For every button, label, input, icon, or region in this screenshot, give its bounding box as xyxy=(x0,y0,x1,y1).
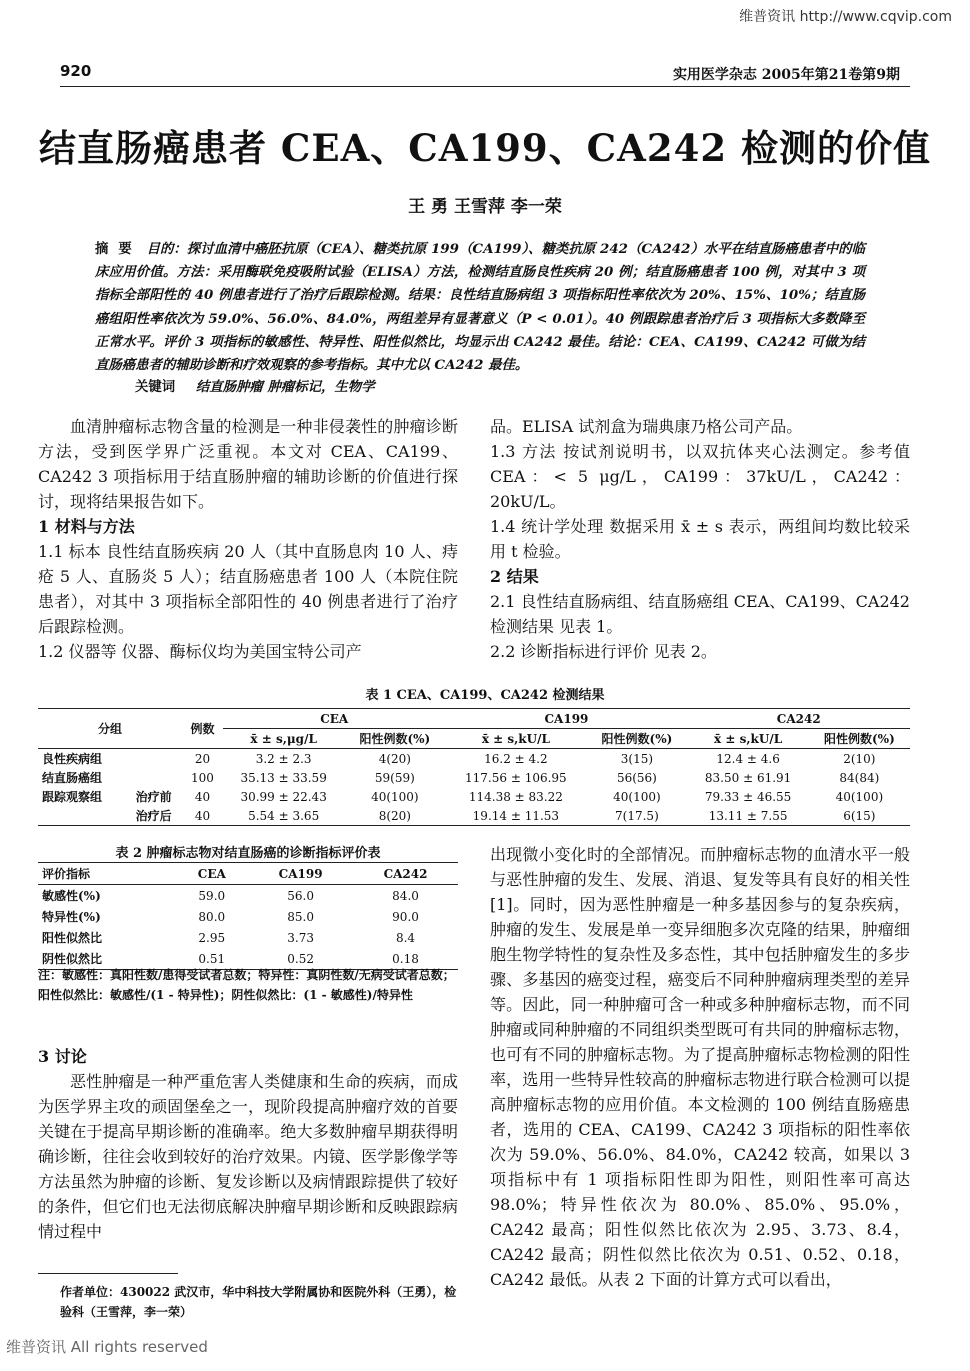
right-column-top xyxy=(490,414,910,664)
abstract-text: 目的：探讨血清中癌胚抗原（CEA）、糖类抗原 199（CA199）、糖类抗原 242（CA242）水平在结直肠癌患者中的临床应用价值。方法：采用酶联免疫吸附试验（ELISA）方法，检测结直肠良性疾病 20 例；结直肠癌患者 100 例，对其中 3 项指标全部阳性的 40 例患者进行了治疗后跟踪检测。结果：良性结直肠病组 3 项指标阳性率依次为 20%、15%、10%；结直肠癌组阳性率依次为 59.0%、56.0%、84.0%，两组差异有显著意义（P < 0.01）。40 例跟踪患者治疗后 3 项指标大多数降至正常水平。评价 3 项指标的敏感性、特异性、阳性似然比，均显示出 CA242 最佳。结论：CEA、CA199、CA242 可做为结直肠癌患者的辅助诊断和疗效观察的参考指标。其中尤以 CA242 最佳。 xyxy=(95,241,865,374)
discussion-right xyxy=(490,842,910,1292)
table-row xyxy=(38,787,910,806)
section-3-heading: 3 讨论 xyxy=(38,1047,87,1066)
t1-cell: 59(59) xyxy=(374,770,415,785)
t2-header: CA199 xyxy=(278,866,323,881)
section-1-4: 1.4 统计学处理 数据采用 x̄ ± s 表示，两组间均数比较采用 t 检验。 xyxy=(490,517,910,561)
table-row xyxy=(38,749,910,769)
t1-h-ca242: CA242 xyxy=(687,709,910,729)
abstract-label: 摘要 xyxy=(95,241,142,257)
t1-cell: 3(15) xyxy=(620,751,654,766)
section-1-3: 1.3 方法 按试剂说明书，以双抗体夹心法测定。参考值 CEA：< 5 μg/L，CA199：37kU/L，CA242：20kU/L。 xyxy=(490,442,910,511)
t1-cell xyxy=(125,749,182,769)
abstract xyxy=(95,238,865,377)
t1-h-ca242-pos: 阳性例数(%) xyxy=(823,732,895,746)
table-row xyxy=(38,885,458,907)
t2-header: CA242 xyxy=(383,866,428,881)
t1-cell: 79.33 ± 46.55 xyxy=(704,789,792,804)
table2-note: 注：敏感性：真阳性数/患得受试者总数；特异性：真阴性数/无病受试者总数；阳性似然比：敏感性/(1 - 特异性)；阴性似然比：(1 - 敏感性)/特异性 xyxy=(38,968,455,1002)
t2-cell: 59.0 xyxy=(198,888,226,903)
t1-h-cea: CEA xyxy=(223,709,445,729)
t1-cell: 5.54 ± 3.65 xyxy=(248,808,320,823)
t1-cell xyxy=(38,806,125,826)
t1-h-ca199-mean: x̄ ± s,kU/L xyxy=(481,731,550,746)
t1-cell xyxy=(125,768,182,787)
keywords xyxy=(135,376,375,395)
t1-cell: 20 xyxy=(194,751,211,766)
t1-cell: 100 xyxy=(191,770,214,785)
t1-cell: 结直肠癌组 xyxy=(42,771,103,785)
discussion-paragraph-1: 恶性肿瘤是一种严重危害人类健康和生命的疾病，而成为医学界主攻的顽固堡垒之一，现阶段提高肿瘤疗效的首要关键在于提高早期诊断的准确率。绝大多数肿瘤早期获得明确诊断，往往会收到较好的治疗效果。内镜、医学影像学等方法虽然为肿瘤的诊断、复发诊断以及病情跟踪提供了较好的条件，但它们也无法彻底解决肿瘤早期诊断和反映跟踪病情过程中 xyxy=(38,1072,458,1241)
intro-paragraph: 血清肿瘤标志物含量的检测是一种非侵袭性的肿瘤诊断方法，受到医学界广泛重视。本文对 CEA、CA199、CA242 3 项指标用于结直肠肿瘤的辅助诊断的价值进行探讨，现将结果报告如下。 xyxy=(38,417,458,511)
t2-cell: 8.4 xyxy=(395,930,416,945)
t1-cell: 40 xyxy=(194,789,211,804)
t1-cell: 6(15) xyxy=(843,808,876,823)
keywords-label: 关键词 xyxy=(135,379,176,395)
keywords-text: 结直肠肿瘤 肿瘤标记，生物学 xyxy=(195,379,375,395)
t1-cell: 40(100) xyxy=(613,789,661,804)
section-1-2: 1.2 仪器等 仪器、酶标仪均为美国宝特公司产 xyxy=(38,642,362,661)
t1-h-n: 例数 xyxy=(190,722,215,736)
t2-cell: 阴性似然比 xyxy=(42,952,103,966)
table-row xyxy=(38,768,910,787)
discussion-paragraph-2: 出现微小变化时的全部情况。而肿瘤标志物的血清水平一般与恶性肿瘤的发生、发展、消退、复发等具有良好的相关性[1]。同时，因为恶性肿瘤是一种多基因参与的复杂疾病，肿瘤的发生、发展是单一变异细胞多次克隆的结果，肿瘤细胞生物学特性的复杂性及多态性，其中包括肿瘤发生的多步骤、多基因的癌变过程，癌变后不同种肿瘤病理类型的差异等。因此，同一种肿瘤可含一种或多种肿瘤标志物，而不同肿瘤或同种肿瘤的不同组织类型既可有共同的肿瘤标志物，也可有不同的肿瘤标志物。为了提高肿瘤标志物检测的阳性率，选用一些特异性较高的肿瘤标志物进行联合检测可以提高肿瘤标志物的应用价值。本文检测的 100 例结直肠癌患者，选用的 CEA、CA199、CA242 3 项指标的阳性率依次为 59.0%、56.0%、84.0%，CA242 较高，如果以 3 项指标中有 1 项指标阳性即为阳性，则阳性率可高达 98.0%；特异性依次为 80.0%、85.0%、95.0%，CA242 最高；阳性似然比依次为 2.95、3.73、8.4，CA242 最高；阴性似然比依次为 0.51、0.52、0.18，CA242 最低。从表 2 下面的计算方式可以看出， xyxy=(490,845,910,1289)
section-1-1: 1.1 标本 良性结直肠疾病 20 人（其中直肠息肉 10 人、痔疮 5 人、直肠炎 5 人）；结直肠癌患者 100 人（本院住院患者），对其中 3 项指标全部阳性的 40 例患者进行了治疗后跟踪检测。 xyxy=(38,542,458,636)
t2-cell: 84.0 xyxy=(392,888,419,903)
t1-cell: 30.99 ± 22.43 xyxy=(240,789,327,804)
section-1-2-cont: 品。ELISA 试剂盒为瑞典康乃格公司产品。 xyxy=(490,417,803,436)
t2-cell: 2.95 xyxy=(198,930,226,945)
page-number: 920 xyxy=(60,62,92,80)
t1-cell: 83.50 ± 61.91 xyxy=(704,770,792,785)
watermark-bottom: 维普资讯 All rights reserved xyxy=(6,1338,208,1356)
t1-cell: 16.2 ± 4.2 xyxy=(484,751,548,766)
table-row xyxy=(38,906,458,927)
t1-cell: 114.38 ± 83.22 xyxy=(468,789,563,804)
table2-caption: 表 2 肿瘤标志物对结直肠癌的诊断指标评价表 xyxy=(115,846,381,861)
t1-cell: 4(20) xyxy=(378,751,411,766)
t1-cell: 治疗前 xyxy=(135,790,172,804)
t1-cell: 3.2 ± 2.3 xyxy=(255,751,312,766)
t1-cell: 40(100) xyxy=(835,789,884,804)
table1-caption: 表 1 CEA、CA199、CA242 检测结果 xyxy=(365,688,605,703)
t1-h-ca242-mean: x̄ ± s,kU/L xyxy=(714,731,783,746)
t1-cell: 40(100) xyxy=(371,789,419,804)
t2-cell: 阳性似然比 xyxy=(42,931,103,945)
t2-cell: 特异性(%) xyxy=(42,910,101,924)
t2-cell: 敏感性(%) xyxy=(42,889,101,903)
t2-cell: 80.0 xyxy=(198,909,226,924)
author-affiliation: 作者单位：430022 武汉市，华中科技大学附属协和医院外科（王勇），检验科（王雪萍，李一荣） xyxy=(60,1285,457,1319)
t1-cell: 117.56 ± 106.95 xyxy=(465,770,567,785)
t1-cell: 35.13 ± 33.59 xyxy=(240,770,327,785)
t2-cell: 0.52 xyxy=(287,951,314,966)
t1-cell: 56(56) xyxy=(616,770,657,785)
t1-cell: 良性疾病组 xyxy=(42,752,103,766)
t1-cell: 84(84) xyxy=(839,770,880,785)
t2-cell: 90.0 xyxy=(392,909,419,924)
t1-cell: 2(10) xyxy=(843,751,876,766)
footnote-rule xyxy=(38,1273,178,1274)
article-title: 结直肠癌患者 CEA、CA199、CA242 检测的价值 xyxy=(39,126,931,170)
journal-header: 实用医学杂志 2005年第21卷第9期 xyxy=(672,67,900,83)
t1-cell: 12.4 ± 4.6 xyxy=(716,751,780,766)
section-2-heading: 2 结果 xyxy=(490,567,539,586)
t1-cell: 跟踪观察组 xyxy=(42,790,103,804)
left-column-top xyxy=(38,414,458,664)
t2-cell: 3.73 xyxy=(287,930,314,945)
t1-cell: 40 xyxy=(194,808,211,823)
t1-cell: 治疗后 xyxy=(135,809,172,823)
t1-h-group: 分组 xyxy=(97,722,122,736)
t2-header: 评价指标 xyxy=(42,867,91,881)
table2 xyxy=(38,862,458,970)
header-rule xyxy=(60,86,910,87)
t1-h-ca199-pos: 阳性例数(%) xyxy=(601,732,673,746)
section-2-2: 2.2 诊断指标进行评价 见表 2。 xyxy=(490,642,717,661)
t2-cell: 85.0 xyxy=(287,909,314,924)
t2-cell: 56.0 xyxy=(287,888,314,903)
watermark-top: 维普资讯 http://www.cqvip.com xyxy=(739,9,952,25)
t2-cell: 0.18 xyxy=(392,951,419,966)
t2-cell: 0.51 xyxy=(198,951,226,966)
t1-cell: 19.14 ± 11.53 xyxy=(472,808,560,823)
t1-h-cea-pos: 阳性例数(%) xyxy=(359,732,431,746)
t1-cell: 7(17.5) xyxy=(615,808,659,823)
t1-h-cea-mean: x̄ ± s,μg/L xyxy=(250,731,317,746)
t1-cell: 13.11 ± 7.55 xyxy=(708,808,788,823)
section-1-heading: 1 材料与方法 xyxy=(38,517,135,536)
table-row xyxy=(38,806,910,826)
discussion-left xyxy=(38,1044,458,1244)
section-2-1: 2.1 良性结直肠病组、结直肠癌组 CEA、CA199、CA242 检测结果 见表 1。 xyxy=(490,592,910,636)
t1-h-ca199: CA199 xyxy=(445,709,687,729)
t2-header: CEA xyxy=(197,866,226,881)
authors: 王 勇 王雪萍 李一荣 xyxy=(408,197,562,217)
table1 xyxy=(38,708,910,826)
t1-cell: 8(20) xyxy=(378,808,411,823)
table-row xyxy=(38,927,458,948)
